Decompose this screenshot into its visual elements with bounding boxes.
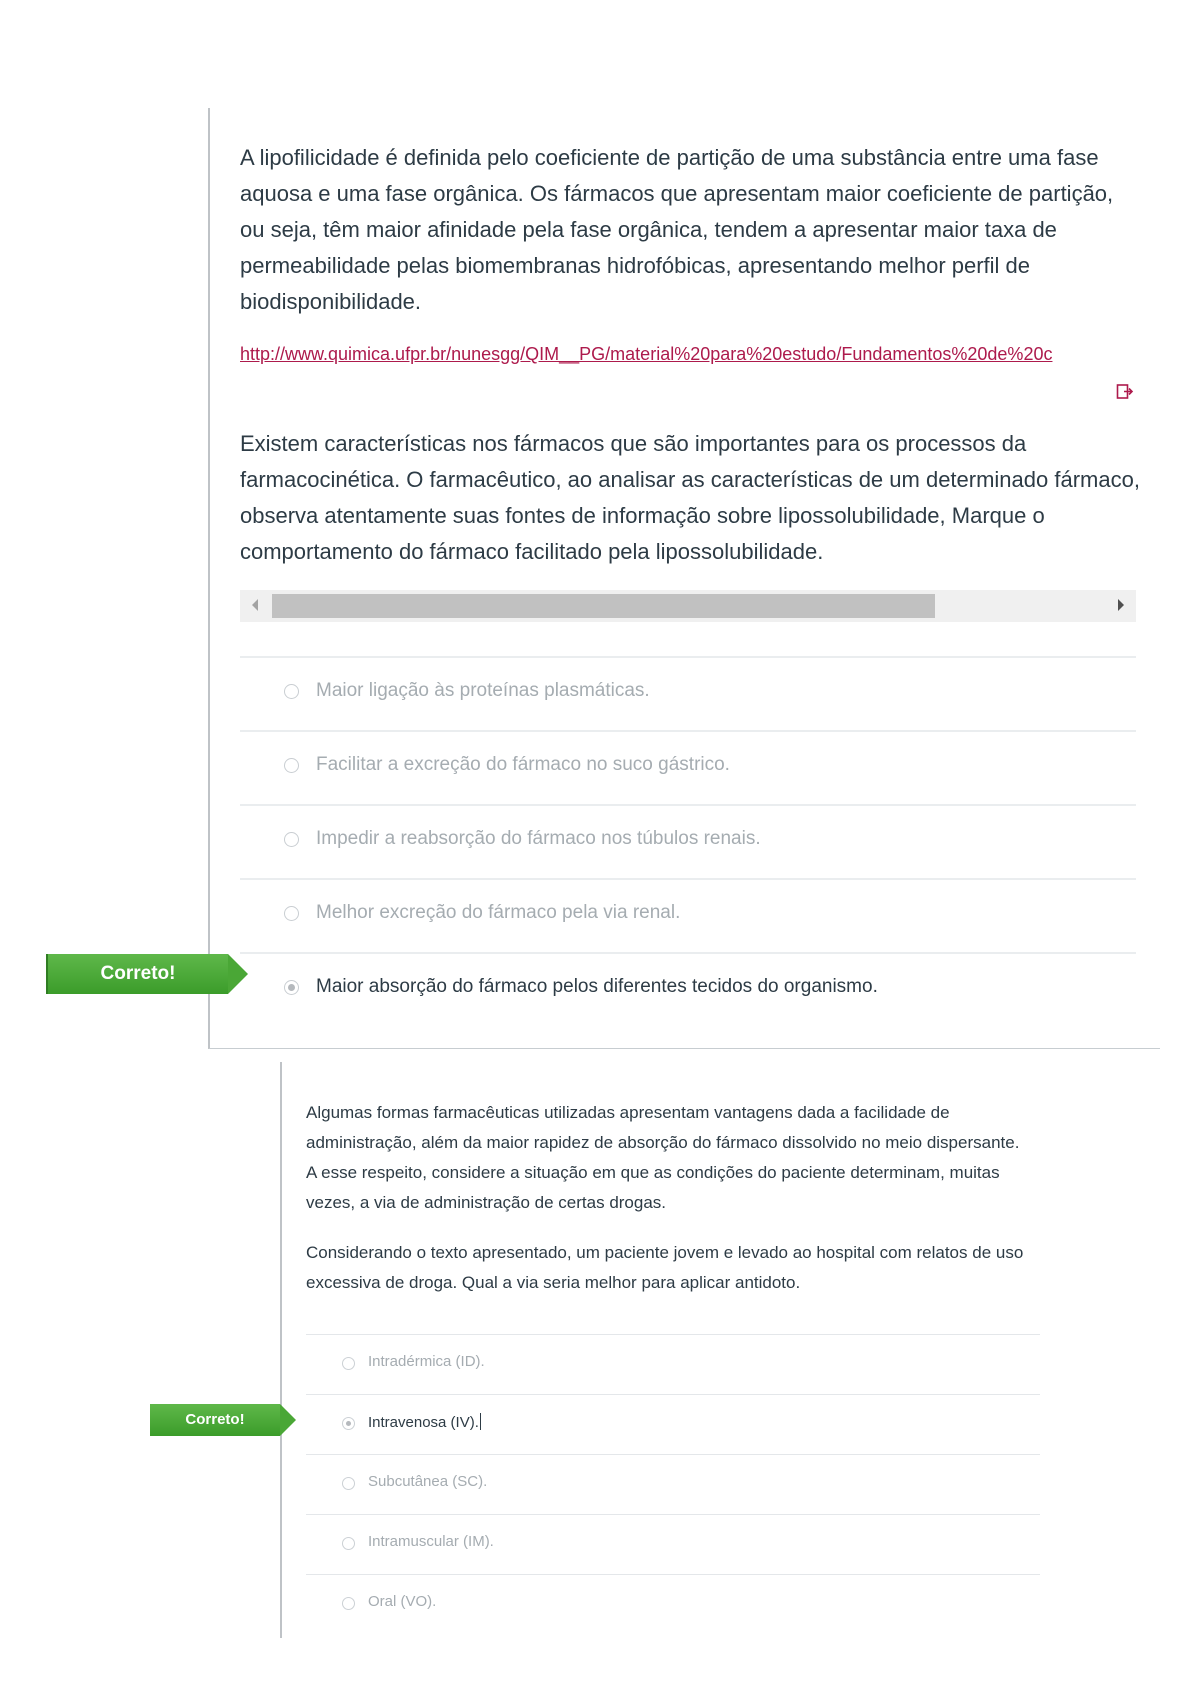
text-cursor: [480, 1413, 481, 1430]
question-1-context: A lipofilicidade é definida pelo coeficiente de partição de uma substância entre uma fase aquosa e uma fase orgânica. Os fármacos que apresentam maior coeficiente de partição, ou seja, têm maior afinidade pela fase orgânica, tendem a apresentar maior taxa de permeabilidade pelas biomembranas hidrofóbicas, apresentando melhor perfil de biodisponibilidade.: [240, 145, 1114, 314]
answer-label: Maior ligação às proteínas plasmáticas.: [316, 680, 650, 701]
answer-option[interactable]: [306, 1514, 1040, 1574]
answer-label: Intradérmica (ID).: [368, 1353, 485, 1370]
question-2: [280, 1062, 1042, 1638]
answer-label: Oral (VO).: [368, 1593, 437, 1610]
answer-option[interactable]: [306, 1574, 1040, 1634]
reference-link[interactable]: http://www.quimica.ufpr.br/nunesgg/QIM__PG/material%20para%20estudo/Fundamentos%20de%20c: [240, 344, 1053, 364]
answer-label: Subcutânea (SC).: [368, 1473, 488, 1490]
answer-option[interactable]: [306, 1454, 1040, 1514]
answer-label: Intravenosa (IV).: [368, 1414, 479, 1431]
radio-button[interactable]: [284, 832, 299, 847]
answer-label: Melhor excreção do fármaco pela via renal.: [316, 902, 681, 923]
answer-label: Impedir a reabsorção do fármaco nos túbulos renais.: [316, 828, 761, 849]
scroll-right-icon[interactable]: [1118, 599, 1124, 611]
correct-feedback-badge: Correto!: [46, 954, 228, 994]
answer-option[interactable]: [240, 878, 1136, 952]
answer-label-wrapper: [368, 1413, 481, 1431]
answer-option-selected[interactable]: [240, 952, 1136, 1026]
radio-button[interactable]: [342, 1537, 355, 1550]
answer-label: Intramuscular (IM).: [368, 1533, 494, 1550]
radio-button-selected[interactable]: [284, 980, 299, 995]
scrollbar-thumb[interactable]: [272, 594, 935, 618]
radio-button[interactable]: [284, 684, 299, 699]
radio-button-selected[interactable]: [342, 1417, 355, 1430]
answer-label: Maior absorção do fármaco pelos diferentes tecidos do organismo.: [316, 976, 878, 997]
radio-button[interactable]: [342, 1477, 355, 1490]
radio-button[interactable]: [342, 1357, 355, 1370]
answer-option[interactable]: [240, 804, 1136, 878]
radio-button[interactable]: [284, 906, 299, 921]
answer-option[interactable]: [240, 730, 1136, 804]
scroll-left-icon[interactable]: [252, 599, 258, 611]
correct-feedback-badge: Correto!: [150, 1404, 280, 1436]
radio-button[interactable]: [342, 1597, 355, 1610]
answer-option[interactable]: [240, 656, 1136, 730]
external-link-icon[interactable]: [1116, 383, 1134, 401]
answer-option-selected[interactable]: [306, 1394, 1040, 1454]
question-2-prompt: Considerando o texto apresentado, um paciente jovem e levado ao hospital com relatos de uso excessiva de droga. Qual a via seria melhor para aplicar antidoto.: [306, 1243, 1024, 1292]
question-2-context: Algumas formas farmacêuticas utilizadas apresentam vantagens dada a facilidade de administração, além da maior rapidez de absorção do fármaco dissolvido no meio dispersante. A esse respeito, considere a situação em que as condições do paciente determinam, muitas vezes, a via de administração de certas drogas.: [306, 1103, 1020, 1212]
question-1-answers: [240, 656, 1136, 1026]
answer-label: Facilitar a excreção do fármaco no suco gástrico.: [316, 754, 730, 775]
question-2-answers: [306, 1334, 1040, 1634]
answer-option[interactable]: [306, 1334, 1040, 1394]
radio-button[interactable]: [284, 758, 299, 773]
question-1: [208, 108, 1160, 1049]
horizontal-scrollbar[interactable]: [240, 590, 1136, 622]
question-1-prompt: Existem características nos fármacos que são importantes para os processos da farmacocinética. O farmacêutico, ao analisar as características de um determinado fármaco, observa atentamente suas fontes de informação sobre lipossolubilidade, Marque o comportamento do fármaco facilitado pela lipossolubilidade.: [240, 431, 1140, 564]
